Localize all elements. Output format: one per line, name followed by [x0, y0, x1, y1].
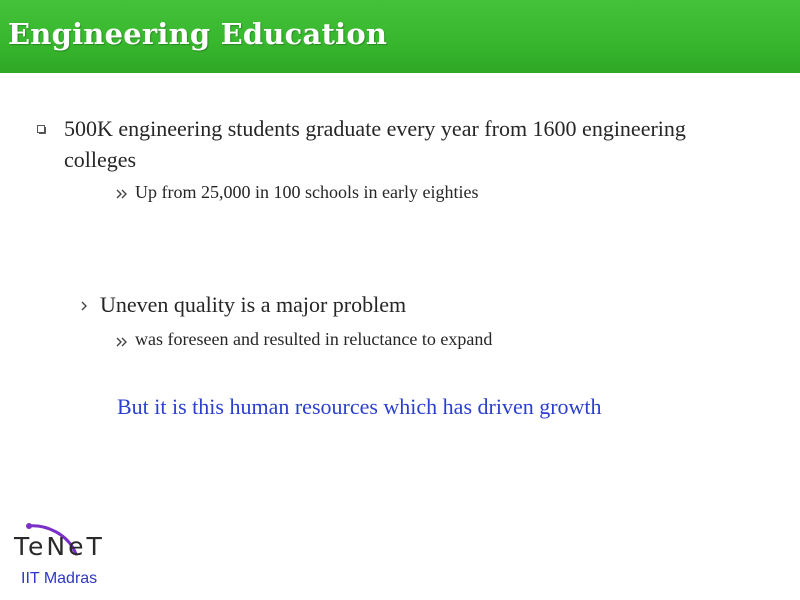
double-chevron-bullet-icon: [116, 189, 128, 199]
square-bullet-icon: [36, 124, 47, 135]
bullet-text-second: Uneven quality is a major problem: [100, 292, 407, 317]
logo-wordmark: TeNeT: [14, 532, 105, 561]
highlight-statement: But it is this human resources which has driven growth: [117, 394, 602, 419]
bullet-text-main: 500K engineering students graduate every year from 1600 engineering colleges: [64, 116, 686, 172]
slide-title: Engineering Education: [8, 17, 388, 51]
bullet-text-main-sub: Up from 25,000 in 100 schools in early eighties: [135, 182, 479, 202]
bullet-text-second-sub: was foreseen and resulted in reluctance to expand: [135, 329, 493, 349]
double-chevron-bullet-icon: [116, 337, 128, 347]
chevron-bullet-icon: [80, 300, 88, 312]
title-bar: [0, 0, 800, 73]
logo-organization: IIT Madras: [21, 570, 98, 587]
